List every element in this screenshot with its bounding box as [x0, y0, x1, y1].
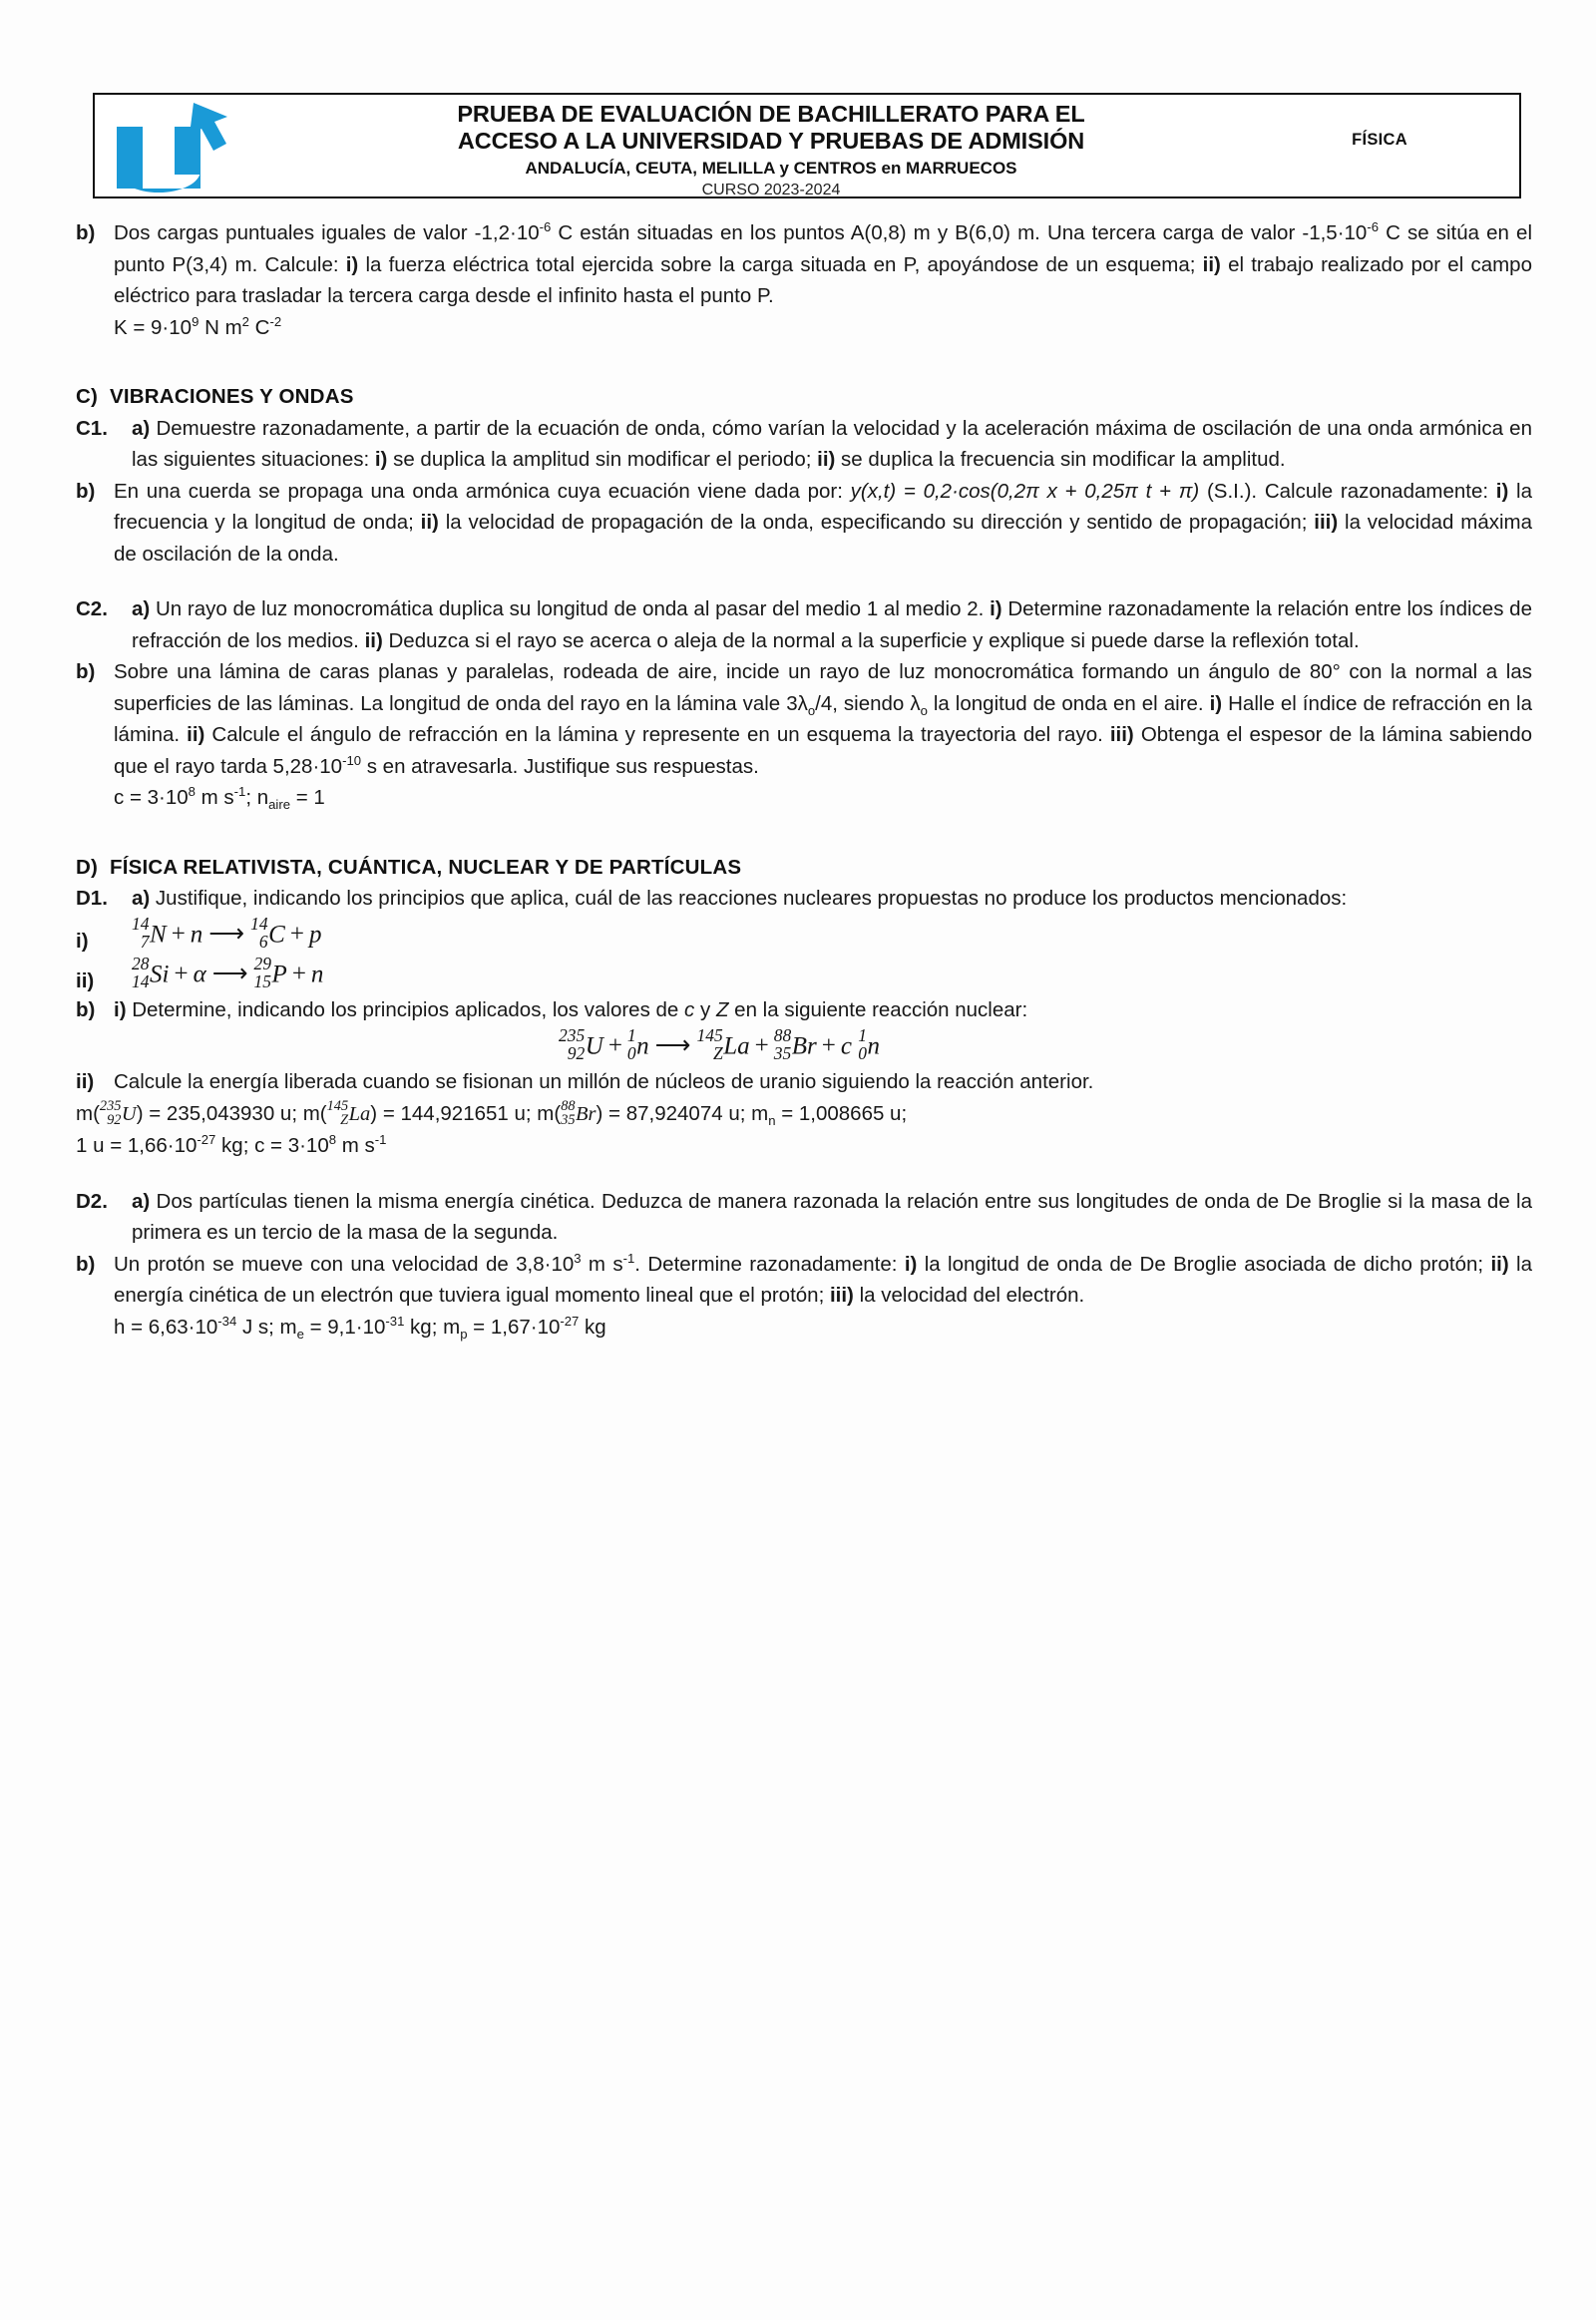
- d2-const-sup2: -31: [385, 1313, 405, 1329]
- c1-b-text-3: la frecuencia y la longitud de onda;: [114, 479, 1532, 534]
- mass-u-prefix: m(: [76, 1101, 100, 1125]
- nuclear-equation-i: i) 14 7 N + n ⟶ 14 6 C + p: [76, 915, 1532, 955]
- mass-br-value: ) = 87,924074 u;: [596, 1101, 752, 1125]
- eq-i-reactant1-symbol: N: [150, 920, 167, 948]
- d1-const-sup1: -27: [197, 1132, 216, 1148]
- fission-la-symbol: La: [723, 1032, 750, 1060]
- university-logo-icon: [99, 97, 258, 196]
- question-b-electrostatics: [76, 217, 1532, 312]
- d1-label: D1.: [76, 887, 108, 910]
- header-course-line: CURSO 2023-2024: [701, 182, 841, 198]
- d2-const-p3: = 9,1·10: [303, 1315, 386, 1339]
- d1-b-roman-i: i): [114, 998, 127, 1022]
- c2-b-text-7: s en atravesarla. Justifique sus respuestas.: [361, 754, 759, 778]
- c2-b-marker: b): [76, 660, 96, 683]
- atomic-number: Z: [340, 1112, 349, 1129]
- d2-label: D2.: [76, 1189, 108, 1213]
- header-region-line: ANDALUCÍA, CEUTA, MELILLA y CENTROS en MARRUECOS: [525, 159, 1017, 178]
- mass-u-symbol: U: [121, 1102, 137, 1125]
- mass-la-value: ) = 144,921651 u;: [370, 1101, 538, 1125]
- d1-const-p1: 1 u = 1,66·10: [76, 1134, 198, 1158]
- d2-constants-line: [76, 1312, 1532, 1344]
- c2-b-sub-o: o: [807, 702, 816, 718]
- c2-b-sub-o2: o: [920, 702, 928, 718]
- header-subject: FÍSICA: [1352, 131, 1407, 149]
- c1-a-roman-ii: ii): [817, 448, 836, 471]
- question-b-constants: [76, 312, 1532, 344]
- const-k-exp3: -2: [269, 313, 282, 329]
- mass-number: 28: [132, 953, 150, 973]
- eq-ii-reactant1-symbol: Si: [150, 961, 170, 988]
- eq-ii-product2: n: [310, 961, 324, 988]
- section-d-heading: [76, 852, 1532, 884]
- atomic-number: 14: [132, 970, 150, 991]
- q-b-text-4: la fuerza eléctrica total ejercida sobre la carga situada en P, apoyándose de un esquema;: [358, 252, 1203, 276]
- fission-equation: 235 92 U + 1 0 n ⟶ 145 Z La + 88 35 Br + c 1 0 n: [559, 1024, 880, 1063]
- question-d2-a: [76, 1186, 1532, 1249]
- d1-const-p3: m s: [336, 1134, 375, 1158]
- eq-i-label: i): [76, 929, 89, 953]
- c2-b-text-5: Calcule el ángulo de refracción en la lámina y represente en un esquema la trayectoria del rayo.: [204, 723, 1110, 746]
- atomic-number: Z: [713, 1042, 723, 1063]
- d1-b-text-1: Determine, indicando los principios aplicados, los valores de: [126, 998, 685, 1022]
- c1-b-roman-ii: ii): [420, 511, 439, 534]
- fission-n-numbers: [627, 1026, 636, 1062]
- q-b-sup-1: -6: [539, 219, 552, 235]
- fission-neutron-numbers: [858, 1026, 867, 1062]
- d2-const-sub1: e: [296, 1326, 304, 1342]
- mass-la-numbers: [327, 1099, 349, 1129]
- c2-const-sup2: -1: [233, 784, 246, 800]
- mass-la-symbol: La: [348, 1102, 371, 1125]
- c2-b-text-4: Halle el índice de refracción en la lámina.: [114, 691, 1533, 746]
- d2-b-sup-2: -1: [622, 1250, 635, 1266]
- mass-br-numbers: [561, 1099, 575, 1129]
- q-b-text-2: C están situadas en los puntos A(0,8) m y B(6,0) m. Una tercera carga de valor -1,5·10: [551, 221, 1368, 244]
- c2-a-marker: a): [132, 597, 151, 620]
- mass-number: 145: [696, 1024, 723, 1045]
- eq-ii-reactant1-numbers: [132, 955, 150, 990]
- q-b-roman-i: i): [345, 252, 359, 276]
- q-b-roman-ii: ii): [1202, 252, 1221, 276]
- question-c2-b: [76, 656, 1532, 782]
- eq-ii-product1-numbers: [254, 955, 272, 990]
- d2-b-text-2: m s: [581, 1252, 623, 1276]
- atomic-number: 35: [561, 1112, 576, 1129]
- mass-number: 14: [250, 913, 268, 934]
- exam-content: [76, 217, 1532, 1343]
- mass-u-numbers: [100, 1099, 122, 1129]
- c1-a-marker: a): [132, 416, 151, 440]
- d1-b-text-2: y: [694, 998, 716, 1022]
- d1-a-marker: a): [132, 887, 151, 910]
- atomic-number: 7: [140, 931, 150, 952]
- section-c-title: VIBRACIONES Y ONDAS: [110, 385, 354, 408]
- question-d1-b-ii: [76, 1066, 1532, 1098]
- c2-b-roman-ii: ii): [187, 723, 205, 746]
- question-d1-a: [76, 883, 1532, 915]
- c1-b-equation: y(x,t) = 0,2·cos(0,2π x + 0,25π t + π): [850, 479, 1200, 503]
- atomic-number: 6: [258, 931, 268, 952]
- fission-la-numbers: [697, 1026, 723, 1062]
- c2-label: C2.: [76, 597, 108, 620]
- eq-i-product2: p: [308, 920, 322, 948]
- d1-a-text: Justifique, indicando los principios que aplica, cuál de las reacciones nucleares propuestas no produce los productos mencionados:: [150, 887, 1348, 910]
- c1-b-roman-i: i): [1495, 479, 1509, 503]
- c1-b-text-5: la velocidad máxima de oscilación de la onda.: [114, 511, 1533, 566]
- d2-b-text-6: la velocidad del electrón.: [853, 1284, 1085, 1308]
- c1-a-text-2: se duplica la amplitud sin modificar el periodo;: [387, 448, 818, 471]
- d2-a-marker: a): [132, 1189, 151, 1213]
- c2-b-text-2: /4, siendo λ: [815, 691, 921, 715]
- c1-label: C1.: [76, 416, 108, 440]
- const-k-3: C: [248, 315, 270, 339]
- c1-a-roman-i: i): [374, 448, 388, 471]
- fission-u-symbol: U: [585, 1032, 603, 1060]
- d1-const-sup3: -1: [374, 1132, 387, 1148]
- c1-b-text-2: (S.I.). Calcule razonadamente:: [1199, 479, 1496, 503]
- c2-b-text-6: Obtenga el espesor de la lámina sabiendo que el rayo tarda 5,28·10: [114, 723, 1532, 778]
- mass-number: 88: [773, 1024, 792, 1045]
- atomic-number: 92: [567, 1042, 586, 1063]
- mass-br-symbol: Br: [576, 1102, 597, 1125]
- d2-const-p6: kg: [579, 1315, 606, 1339]
- section-c-heading: [76, 381, 1532, 413]
- const-k-exp1: 9: [192, 313, 200, 329]
- c2-const-1: c = 3·10: [114, 786, 189, 809]
- c2-b-text-1: Sobre una lámina de caras planas y paralelas, rodeada de aire, incide un rayo de luz monocromática formando un ángulo de 80° con la normal a las superficies de las láminas. La longitud de onda del rayo en la lámina vale 3λ: [114, 660, 1532, 715]
- mass-number: 235: [559, 1024, 586, 1045]
- c2-b-text-3: la longitud de onda en el aire.: [927, 691, 1210, 715]
- d1-const-p2: kg; c = 3·10: [215, 1134, 329, 1158]
- section-c-label: C): [76, 385, 99, 408]
- eq-i-product1-numbers: [250, 915, 268, 951]
- c2-a-text-3: Deduzca si el rayo se acerca o aleja de la normal a la superficie y explique si puede darse la reflexión total.: [382, 628, 1360, 652]
- mass-number: 29: [253, 953, 272, 973]
- const-k-2: N m: [199, 315, 242, 339]
- eq-ii-reactant2: α: [193, 961, 206, 988]
- d1-b-marker: b): [76, 998, 96, 1022]
- d1-b-text-3: en la siguiente reacción nuclear:: [728, 998, 1028, 1022]
- atomic-number: 35: [773, 1042, 792, 1063]
- mass-number: 1: [626, 1024, 636, 1045]
- q-b-text-1: Dos cargas puntuales iguales de valor -1,2·10: [114, 221, 540, 244]
- fission-br-symbol: Br: [791, 1032, 817, 1060]
- d2-b-roman-i: i): [904, 1252, 918, 1276]
- eq-i-reactant2: n: [190, 920, 203, 948]
- question-d1-b: [76, 994, 1532, 1026]
- mass-number: 235: [99, 1097, 122, 1114]
- c1-b-roman-iii: iii): [1314, 511, 1339, 534]
- const-k-exp2: 2: [241, 313, 249, 329]
- fission-coefficient-c: c: [840, 1032, 852, 1060]
- d2-const-p4: kg; m: [404, 1315, 461, 1339]
- c1-b-text-4: la velocidad de propagación de la onda, especificando su dirección y sentido de propagación;: [438, 511, 1315, 534]
- eq-i-arrow: ⟶: [208, 920, 245, 948]
- c1-b-marker: b): [76, 479, 96, 503]
- item-marker: b): [76, 221, 96, 244]
- c2-const-2: m s: [195, 786, 234, 809]
- eq-ii-product1-symbol: P: [271, 961, 287, 988]
- c2-a-roman-i: i): [990, 597, 1002, 620]
- c2-const-sup1: 8: [188, 784, 196, 800]
- d2-b-roman-iii: iii): [829, 1284, 854, 1308]
- q-b-text-5: el trabajo realizado por el campo eléctrico para trasladar la tercera carga desde el infinito hasta el punto P.: [114, 252, 1532, 307]
- question-d2-b: [76, 1249, 1532, 1312]
- mass-n-value: = 1,008665 u;: [775, 1101, 908, 1125]
- c1-a-text-1: Demuestre razonadamente, a partir de la ecuación de onda, cómo varían la velocidad y la aceleración máxima de oscilación de una onda armónica en las siguientes situaciones:: [132, 416, 1532, 471]
- nuclear-equation-ii: ii) 28 14 Si + α ⟶ 29 15 P + n: [76, 955, 1532, 994]
- atomic-number: 0: [626, 1042, 636, 1063]
- d2-const-sub2: p: [460, 1326, 468, 1342]
- c2-a-roman-ii: ii): [364, 628, 383, 652]
- d1-constants-line: [76, 1130, 1532, 1162]
- d1-mass-data-line: [76, 1098, 1532, 1131]
- c2-const-3: ; n: [245, 786, 269, 809]
- d2-a-text: Dos partículas tienen la misma energía cinética. Deduzca de manera razonada la relación entre sus longitudes de onda de De Broglie si la masa de la primera es un tercio de la masa de la segunda.: [132, 1189, 1532, 1245]
- atomic-number: 15: [253, 970, 272, 991]
- mass-number: 14: [132, 913, 150, 934]
- question-c2-constants: [76, 782, 1532, 814]
- question-c1-b: [76, 476, 1532, 571]
- d2-const-p5: = 1,67·10: [467, 1315, 561, 1339]
- d2-const-p2: J s; m: [236, 1315, 297, 1339]
- fission-n-symbol: n: [636, 1032, 649, 1060]
- c1-b-text-1: En una cuerda se propaga una onda armónica cuya ecuación viene dada por:: [114, 479, 851, 503]
- c2-a-text-2: Determine razonadamente la relación entre los índices de refracción de los medios.: [132, 597, 1532, 652]
- c2-b-sup: -10: [342, 752, 362, 768]
- d2-b-text-3: . Determine razonadamente:: [634, 1252, 905, 1276]
- d2-b-roman-ii: ii): [1490, 1252, 1509, 1276]
- mass-n-sub: n: [768, 1112, 776, 1128]
- eq-i-product1-symbol: C: [268, 920, 285, 948]
- atomic-number: 92: [107, 1112, 122, 1129]
- question-c1-a: [76, 413, 1532, 476]
- header-title-block: [272, 101, 1270, 200]
- d2-const-sup1: -34: [217, 1313, 237, 1329]
- d1-b-var-z: Z: [715, 998, 729, 1022]
- fission-arrow: ⟶: [654, 1032, 691, 1060]
- d2-b-text-5: la energía cinética de un electrón que tuviera igual momento lineal que el protón;: [114, 1252, 1532, 1308]
- header-title-line2: ACCESO A LA UNIVERSIDAD Y PRUEBAS DE ADMISIÓN: [457, 128, 1085, 154]
- c2-b-roman-i: i): [1209, 691, 1223, 715]
- eq-i-reactant1-numbers: [132, 915, 150, 951]
- d2-b-text-4: la longitud de onda de De Broglie asociada de dicho protón;: [917, 1252, 1491, 1276]
- eq-ii-arrow: ⟶: [211, 961, 248, 988]
- mass-number: 1: [858, 1024, 867, 1045]
- question-c2-a: [76, 593, 1532, 656]
- mass-br-prefix: m(: [537, 1101, 562, 1125]
- mass-number: 145: [326, 1097, 349, 1114]
- q-b-sup-2: -6: [1367, 219, 1379, 235]
- atomic-number: 0: [858, 1042, 867, 1063]
- d2-const-sup3: -27: [560, 1313, 580, 1329]
- mass-u-value: ) = 235,043930 u;: [136, 1101, 303, 1125]
- c2-a-text-1: Un rayo de luz monocromática duplica su longitud de onda al pasar del medio 1 al medio 2.: [150, 597, 991, 620]
- q-b-text-3: C se sitúa en el punto P(3,4) m. Calcule:: [114, 221, 1533, 276]
- header-title-line1: PRUEBA DE EVALUACIÓN DE BACHILLERATO PARA EL: [457, 101, 1085, 127]
- section-d-label: D): [76, 855, 99, 879]
- mass-number: 88: [561, 1097, 576, 1114]
- d1-b-var-c: c: [684, 998, 695, 1022]
- fission-br-numbers: [774, 1026, 792, 1062]
- c1-a-text-3: se duplica la frecuencia sin modificar la amplitud.: [835, 448, 1286, 471]
- fission-u-numbers: [559, 1026, 585, 1062]
- d2-b-text-1: Un protón se mueve con una velocidad de 3,8·10: [114, 1252, 575, 1276]
- d1-b-ii-label: ii): [76, 1070, 95, 1094]
- mass-n-label: m: [751, 1101, 769, 1125]
- d1-b-ii-text: Calcule la energía liberada cuando se fisionan un millón de núcleos de uranio siguiendo la reacción anterior.: [114, 1070, 1094, 1094]
- c2-const-sub: aire: [268, 797, 291, 813]
- mass-la-prefix: m(: [302, 1101, 327, 1125]
- const-k-1: K = 9·10: [114, 315, 193, 339]
- d2-b-marker: b): [76, 1252, 96, 1276]
- d1-const-sup2: 8: [328, 1132, 337, 1148]
- c2-b-roman-iii: iii): [1109, 723, 1134, 746]
- fission-neutron-symbol: n: [867, 1032, 880, 1060]
- exam-header-box: [93, 93, 1521, 198]
- d2-b-sup-1: 3: [574, 1250, 582, 1266]
- d2-const-p1: h = 6,63·10: [114, 1315, 218, 1339]
- section-d-title: FÍSICA RELATIVISTA, CUÁNTICA, NUCLEAR Y DE PARTÍCULAS: [110, 855, 742, 879]
- eq-ii-label: ii): [76, 968, 95, 992]
- c2-const-4: = 1: [290, 786, 325, 809]
